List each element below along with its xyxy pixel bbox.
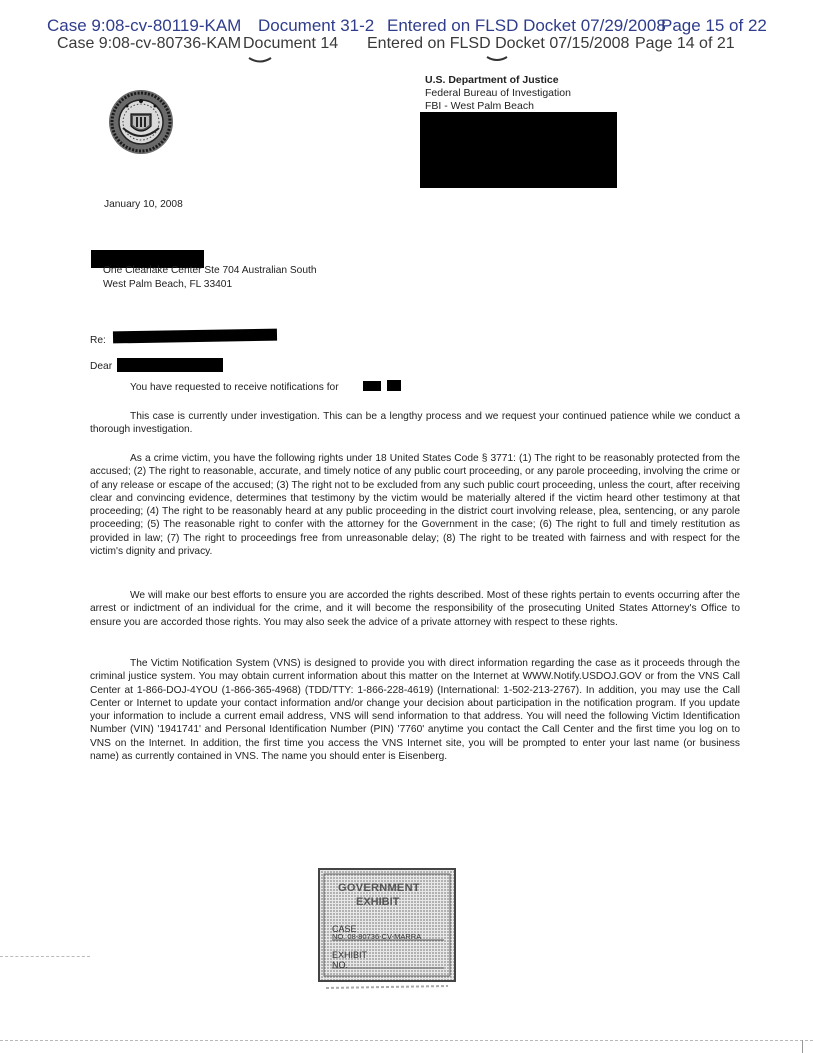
paragraph-vns	[90, 657, 740, 763]
paragraph-best-efforts	[90, 589, 740, 629]
stamp-title-government: GOVERNMENT	[338, 882, 420, 894]
agency-department: U.S. Department of Justice	[425, 74, 559, 86]
stamp-exhibit-label: EXHIBIT	[332, 950, 368, 960]
redaction-name-part-1	[363, 381, 381, 391]
stamp-case-number: NO. 08-80736-CV-MARRA	[332, 932, 422, 941]
paragraph-best-efforts-text: We will make our best efforts to ensure you are accorded the rights described. Most of these rights pertain to events occurring after the arrest or indictment of an individual for the crime, and it will become the responsibility of the prosecuting United States Attorney's Office to ensure you are accorded those rights. You may also seek the advice of a private attorney with respect to these rights.	[90, 590, 740, 628]
address-line-1: One Clearlake Center Ste 704 Australian South	[103, 265, 317, 276]
paragraph-victim-rights-text: As a crime victim, you have the following rights under 18 United States Code § 3771: (1) The right to be reasonably protected from the accused; (2) The right to reasonable, accurate, and timely notice of any public court proceeding, or any parole proceeding, involving the crime or of any release or escape of the accused; (3) The right not to be excluded from any such public court proceeding, unless the court, after receiving clear and convincing evidence, determines that testimony by the victim would be materially altered if the victim heard other testimony at that proceeding; (4) The right to be reasonably heard at any public proceeding in the district court involving release, plea, sentencing, or any parole proceeding; (5) The reasonable right to confer with the attorney for the Government in the case; (6) The right to full and timely restitution as provided in law; (7) The right to proceedings free from unreasonable delay; (8) The right to be treated with fairness and with respect for the victim's dignity and privacy.	[90, 453, 740, 558]
scan-mark-right	[486, 55, 508, 63]
stamp-exhibit-number: NO.	[332, 960, 349, 970]
stamp-case-label: CASE	[332, 924, 357, 934]
agency-office: FBI - West Palm Beach	[425, 100, 534, 112]
government-exhibit-stamp	[318, 868, 456, 996]
stamp-title-exhibit: EXHIBIT	[356, 896, 400, 908]
scan-mark-left	[248, 56, 272, 64]
page-corner-mark	[802, 1040, 803, 1053]
re-label: Re:	[90, 335, 106, 346]
header-entered-docket-2: Entered on FLSD Docket 07/15/2008	[367, 35, 630, 52]
header-case-number: Case 9:08-cv-80119-KAM	[47, 16, 242, 35]
page-bottom-rule	[0, 1040, 813, 1041]
scan-dash-line	[0, 956, 90, 957]
address-line-2: West Palm Beach, FL 33401	[103, 279, 233, 290]
header-page-number-2: Page 14 of 21	[635, 35, 735, 52]
header-page-number: Page 15 of 22	[661, 16, 767, 35]
paragraph-vns-text: The Victim Notification System (VNS) is designed to provide you with direct information regarding the case as it proceeds through the criminal justice system. You may obtain current information about this matter on the Internet at WWW.Notify.USDOJ.GOV or from the VNS Call Center at 1-866-DOJ-4YOU (1-866-365-4968) (TDD/TTY: 1-866-228-4619) (International: 1-502-213-2767). In addition, you may use the Call Center or Internet to update your contact information and/or change your decision about participation in the notification program. If you update your information to include a current email address, VNS will send information to that address. You will need the following Victim Identification Number (VIN) '1941741' and Personal Identification Number (PIN) '7760' anytime you contact the Call Center and the first time you log on to VNS on the Internet. In addition, the first time you access the VNS Internet site, you will be prompted to enter your last name (or business name) as currently contained in VNS. The name you should enter is Eisenberg.	[90, 658, 740, 763]
paragraph-investigation	[90, 410, 740, 437]
paragraph-victim-rights	[90, 452, 740, 558]
redaction-dear-name	[117, 358, 223, 372]
redaction-re-subject	[113, 329, 277, 344]
header-case-number-2: Case 9:08-cv-80736-KAM	[57, 35, 242, 52]
header-document-number-2: Document 14	[243, 35, 339, 52]
letter-date: January 10, 2008	[104, 199, 183, 210]
header-entered-docket: Entered on FLSD Docket 07/29/2008	[387, 16, 666, 35]
paragraph-investigation-text: This case is currently under investigation. This can be a lengthy process and we request your continued patience while we conduct a thorough investigation.	[90, 411, 740, 436]
redaction-agency-address	[420, 112, 617, 188]
dear-label: Dear	[90, 361, 113, 372]
header-document-number: Document 31-2	[258, 16, 375, 35]
fbi-seal-icon	[107, 88, 175, 156]
agency-bureau: Federal Bureau of Investigation	[425, 87, 571, 99]
intro-line: You have requested to receive notifications for	[130, 382, 339, 393]
redaction-name-part-2	[387, 380, 401, 391]
